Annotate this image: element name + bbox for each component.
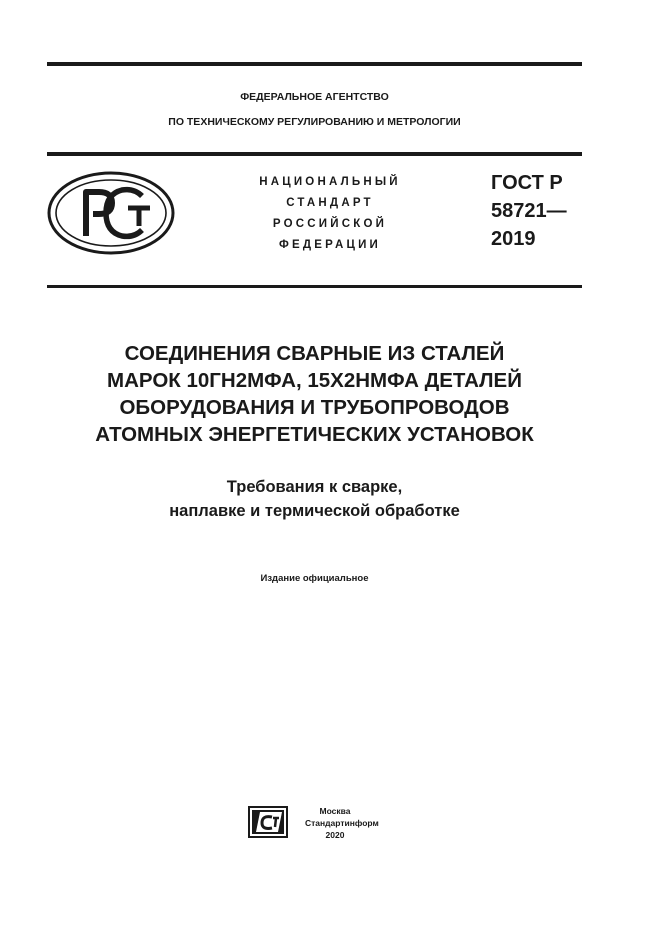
standard-type-line-2: СТАНДАРТ [286,197,374,209]
title-line-1: СОЕДИНЕНИЯ СВАРНЫЕ ИЗ СТАЛЕЙ [124,342,505,365]
standard-code-line-1: ГОСТ Р [491,172,563,194]
bottom-rule [47,285,582,288]
standard-type-block [230,172,430,256]
standard-type-line-1: НАЦИОНАЛЬНЫЙ [259,176,401,188]
document-title [47,340,582,448]
top-rule [47,62,582,66]
standard-type-line-3: РОССИЙСКОЙ [272,218,388,230]
publisher-name: Стандартинформ [305,818,379,828]
edition-label: Издание официальное [260,573,369,584]
agency-name-line-1: ФЕДЕРАЛЬНОЕ АГЕНТСТВО [240,91,389,103]
standard-code-block [491,169,567,253]
document-subtitle [47,475,582,523]
title-line-3: ОБОРУДОВАНИЯ И ТРУБОПРОВОДОВ [119,396,510,419]
standartinform-logo-icon [248,806,288,838]
gost-r-emblem-icon [46,170,176,256]
publisher-block [305,805,379,841]
title-line-2: МАРОК 10ГН2МФА, 15Х2НМФА ДЕТАЛЕЙ [107,369,522,392]
publisher-year: 2020 [325,830,345,840]
subtitle-line-1: Требования к сварке, [226,478,403,496]
subtitle-line-2: наплавке и термической обработке [169,502,460,520]
publisher-city: Москва [319,806,351,816]
standard-code-line-2: 58721— [491,200,567,222]
standard-type-line-4: ФЕДЕРАЦИИ [278,239,382,251]
standard-code-line-3: 2019 [491,228,536,250]
title-line-4: АТОМНЫХ ЭНЕРГЕТИЧЕСКИХ УСТАНОВОК [95,423,534,446]
middle-rule [47,152,582,156]
agency-name-line-2: ПО ТЕХНИЧЕСКОМУ РЕГУЛИРОВАНИЮ И МЕТРОЛОГИИ [168,116,461,128]
